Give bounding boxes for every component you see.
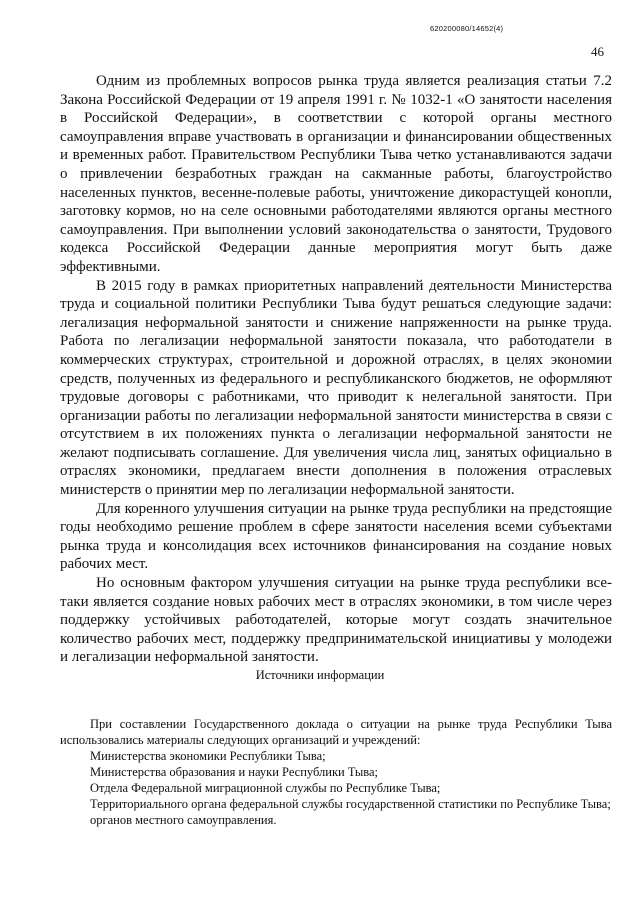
sources-intro: При составлении Государственного доклада о ситуации на рынке труда Республики Тыва использовались материалы следующих организаций и учреждений: [60,717,612,747]
paragraph: В 2015 году в рамках приоритетных направлений деятельности Министерства труда и социальной политики Республики Тыва будут решаться следующие задачи: легализация неформальной занятости и снижение напряженности на рынке труда. Работа по легализации неформальной занятости показала, что работодатели в коммерческих структурах, строительной и дорожной отраслях, в целях экономии средств, полученных из федерального и республиканского бюджетов, не оформляют трудовые договоры с работниками, что приводит к нелегальной занятости. При организации работы по легализации неформальной занятости министерства в связи с отсутствием в их положениях пункта о легализации неформальной занятости не желают подписывать соглашение. Для увеличения числа лиц, занятых официально в отраслях экономики, предлагаем внести дополнения в положения отраслевых министерств о принятии мер по легализации неформальной занятости. [60,277,612,499]
source-item: Территориального органа федеральной службы государственной статистики по Республике Тыва; [90,797,611,811]
paragraph: Но основным фактором улучшения ситуации на рынке труда республики все-таки является создание новых рабочих мест в отраслях экономики, в том числе через поддержку устойчивых работодателей, которые могут создать значительное количество рабочих мест, поддержку предпринимательской инициативы у молодежи и легализации неформальной занятости. [60,575,612,666]
paragraph: Для коренного улучшения ситуации на рынке труда республики на предстоящие годы необходимо решение проблем в сфере занятости населения всеми субъектами рынка труда и консолидация всех источников финансирования на создание новых рабочих мест. [60,500,612,573]
source-item: Министерства образования и науки Республики Тыва; [90,765,379,779]
paragraph: Одним из проблемных вопросов рынка труда является реализация статьи 7.2 Закона Российской Федерации от 19 апреля 1991 г. № 1032-1 «О занятости населения в Российской Федерации», в соответствии с которой органы местного самоуправления вправе участвовать в организации и финансировании общественных и временных работ. Правительством Республики Тыва четко устанавливаются задачи о привлечении безработных граждан на сакманные работы, благоустройство населенных пунктов, весенне-полевые работы, уничтожение дикорастущей конопли, заготовку кормов, но на селе основными работодателями являются органы местного самоуправления. При выполнении условий законодательства о занятости, Трудового кодекса Российской Федерации данные мероприятия могут быть даже эффективными. [60,73,612,275]
main-text [60,72,612,667]
source-item: Отдела Федеральной миграционной службы по Республике Тыва; [90,781,441,795]
source-item: органов местного самоуправления. [90,813,277,827]
sources-section [60,716,612,828]
document-id: 620200080/14652(4) [430,24,504,33]
page-number: 46 [591,44,604,59]
source-item: Министерства экономики Республики Тыва; [90,749,326,763]
sources-heading: Источники информации [255,668,385,682]
